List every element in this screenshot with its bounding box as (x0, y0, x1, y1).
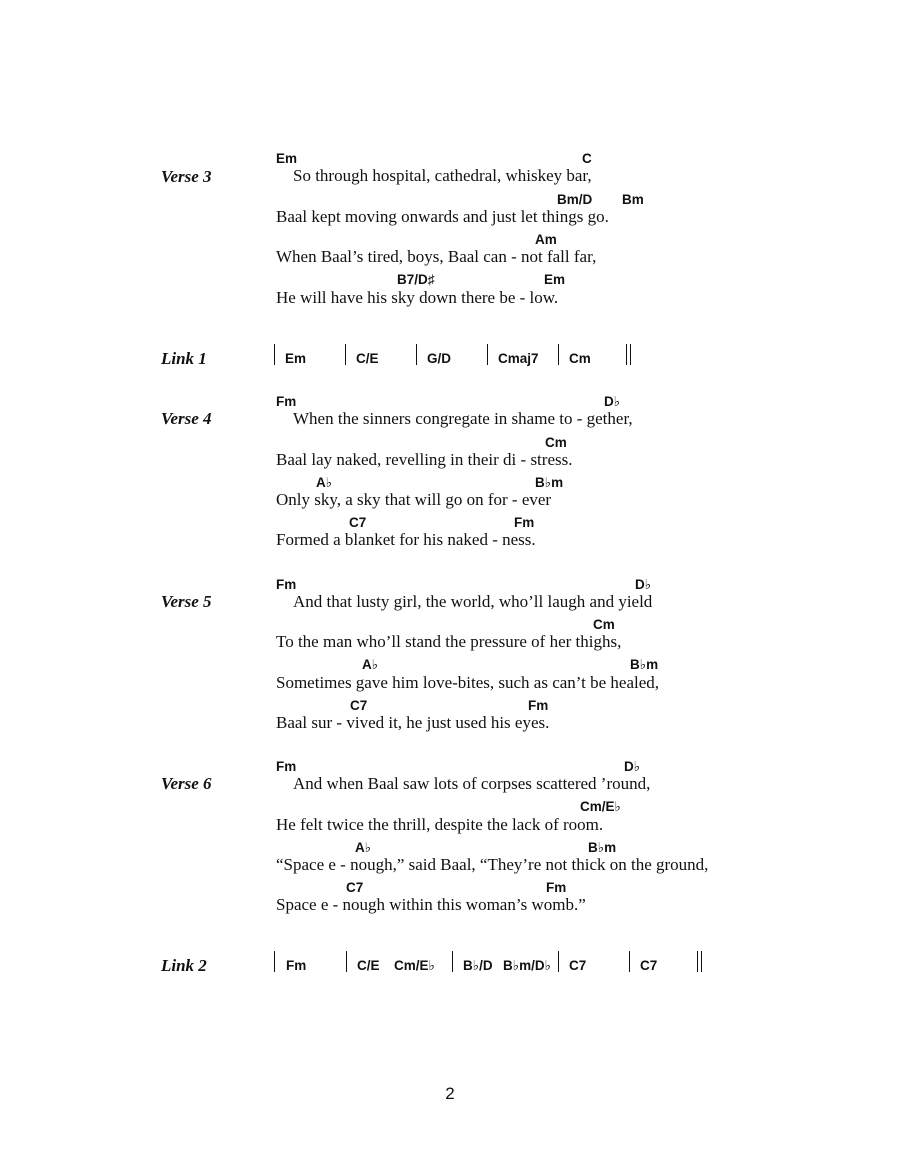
link-1-label: Link 1 (161, 349, 207, 368)
chord: Em (285, 351, 307, 366)
chord: Fm (276, 577, 297, 592)
chord: D♭ (624, 759, 641, 774)
chord: C/E (357, 958, 380, 973)
chord: C7 (569, 958, 587, 973)
barline (274, 951, 275, 972)
chord: Am (535, 232, 557, 247)
chord: G/D (427, 351, 452, 366)
page-number: 2 (445, 1084, 455, 1103)
chord: D♭ (604, 394, 621, 409)
chord: A♭ (316, 475, 333, 490)
chord: Cmaj7 (498, 351, 539, 366)
link-2-label: Link 2 (161, 956, 207, 975)
chord: Cm (593, 617, 615, 632)
lyric-line: Space e - nough within this woman’s womb.” (276, 895, 586, 914)
verse-6-label: Verse 6 (161, 774, 212, 793)
chord: Cm (545, 435, 567, 450)
verse-3-label: Verse 3 (161, 167, 212, 186)
lyric-line: He felt twice the thrill, despite the lack of room. (276, 815, 604, 834)
barline (558, 344, 559, 365)
lyric-line: And that lusty girl, the world, who’ll laugh and yield (293, 592, 653, 611)
final-barline (697, 951, 702, 972)
barline (346, 951, 347, 972)
chord: C7 (346, 880, 364, 895)
chord: Fm (286, 958, 307, 973)
lyric-line: Sometimes gave him love-bites, such as can’t be healed, (276, 673, 660, 692)
barline (629, 951, 630, 972)
chord: A♭ (362, 657, 379, 672)
chord: C7 (350, 698, 368, 713)
chord: Fm (528, 698, 549, 713)
lyric-line: So through hospital, cathedral, whiskey bar, (293, 166, 592, 185)
lyric-line: “Space e - nough,” said Baal, “They’re not thick on the ground, (276, 855, 709, 874)
lyric-line: Only sky, a sky that will go on for - ever (276, 490, 552, 509)
chord: Fm (276, 759, 297, 774)
chord: Em (276, 151, 298, 166)
chord: B♭/D (463, 958, 493, 973)
chord: Bm/D (557, 192, 593, 207)
barline (452, 951, 453, 972)
final-barline (626, 344, 631, 365)
chord: C/E (356, 351, 379, 366)
chord: Cm (569, 351, 591, 366)
chord: C7 (349, 515, 367, 530)
chord: Cm/E♭ (394, 958, 435, 973)
barline (558, 951, 559, 972)
barline (345, 344, 346, 365)
chord: B♭m (630, 657, 659, 672)
lyric-line: He will have his sky down there be - low. (276, 288, 559, 307)
chord: B♭m (588, 840, 617, 855)
chord: D♭ (635, 577, 652, 592)
lyric-line: When the sinners congregate in shame to - gether, (293, 409, 633, 428)
verse-5-label: Verse 5 (161, 592, 212, 611)
lyric-line: Baal lay naked, revelling in their di - stress. (276, 450, 573, 469)
chord: Cm/E♭ (580, 799, 621, 814)
chord: Em (544, 272, 566, 287)
chord: Bm (622, 192, 644, 207)
chord: B♭m/D♭ (503, 958, 551, 973)
verse-4-label: Verse 4 (161, 409, 212, 428)
chord: B♭m (535, 475, 564, 490)
chord: C (582, 151, 592, 166)
lyric-line: Baal sur - vived it, he just used his eyes. (276, 713, 550, 732)
barline (274, 344, 275, 365)
lyric-line: To the man who’ll stand the pressure of her thighs, (276, 632, 622, 651)
chord: Fm (546, 880, 567, 895)
chord: C7 (640, 958, 658, 973)
lyric-line: Formed a blanket for his naked - ness. (276, 530, 536, 549)
barline (487, 344, 488, 365)
chord: A♭ (355, 840, 372, 855)
lyric-line: And when Baal saw lots of corpses scattered ’round, (293, 774, 651, 793)
chord: Fm (276, 394, 297, 409)
lyric-line: When Baal’s tired, boys, Baal can - not fall far, (276, 247, 597, 266)
barline (416, 344, 417, 365)
chord: Fm (514, 515, 535, 530)
lyric-line: Baal kept moving onwards and just let things go. (276, 207, 609, 226)
chord: B7/D♯ (397, 272, 435, 287)
